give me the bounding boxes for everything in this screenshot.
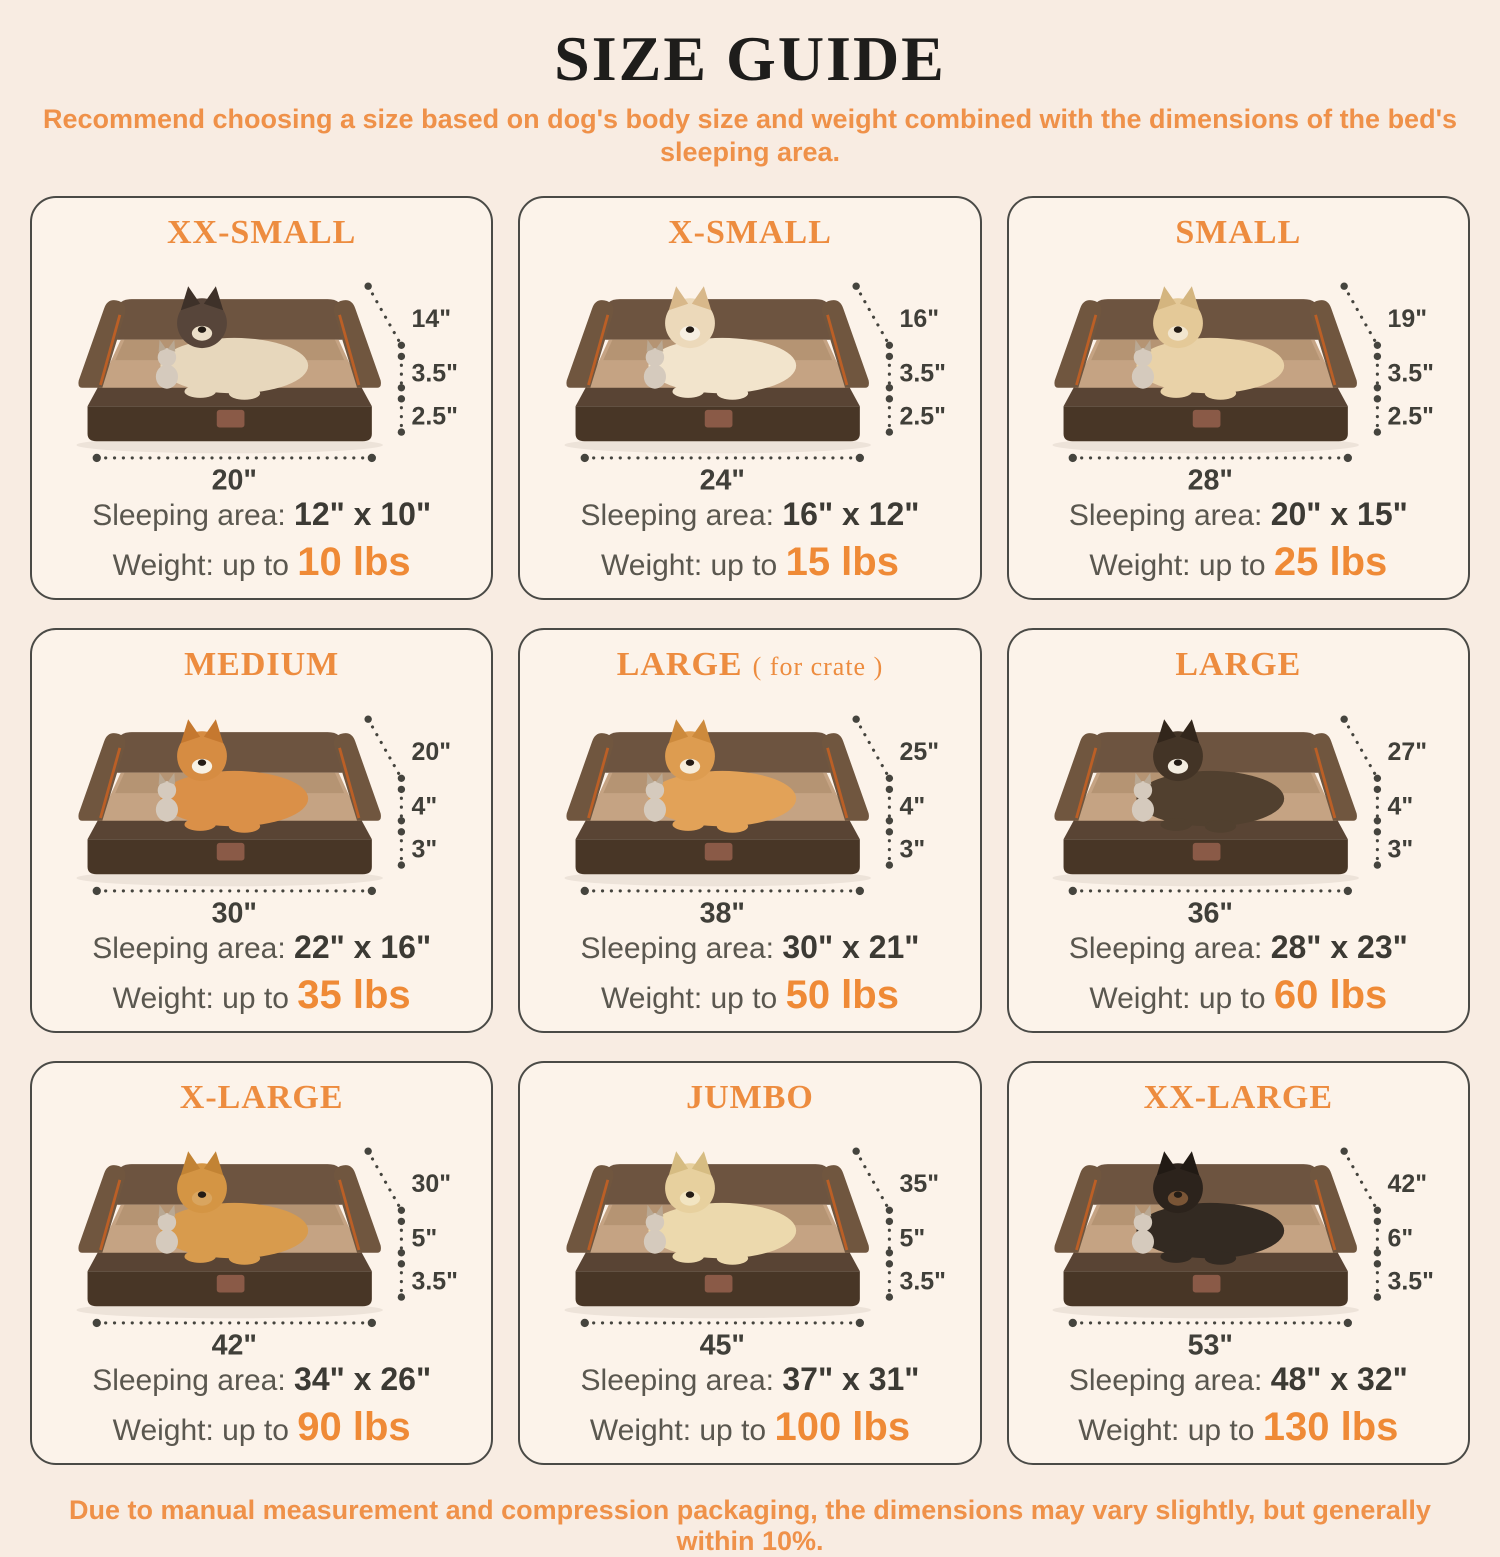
dim-base-height: 3"	[899, 835, 926, 864]
dog-bed-image	[76, 719, 382, 886]
dim-length: 36"	[1187, 896, 1234, 926]
dim-base-height: 2.5"	[1387, 402, 1435, 431]
size-name-suffix: ( for crate )	[752, 652, 884, 682]
sleeping-area-line	[1015, 1360, 1462, 1399]
sleeping-area-label: Sleeping area:	[1068, 499, 1263, 533]
weight-label: Weight: up to	[601, 981, 778, 1015]
weight-value: 130 lbs	[1262, 1405, 1399, 1450]
sleeping-area-label: Sleeping area:	[1068, 1364, 1263, 1398]
brand-label	[1193, 410, 1221, 428]
weight-value: 25 lbs	[1273, 540, 1388, 585]
weight-value: 15 lbs	[785, 540, 899, 585]
page-footnote: Due to manual measurement and compression packaging, the dimensions may vary slightly, but generally within 10%.	[69, 1495, 1431, 1557]
dim-length: 45"	[699, 1329, 745, 1359]
brand-label	[705, 410, 733, 428]
dim-depth: 27"	[1387, 737, 1428, 766]
dim-bolster-height: 3.5"	[899, 359, 946, 388]
weight-value: 35 lbs	[297, 972, 411, 1017]
weight-line	[1015, 1403, 1462, 1451]
sleeping-area-value: 22" x 16"	[294, 928, 432, 965]
weight-line	[38, 971, 485, 1019]
weight-line	[38, 538, 485, 586]
size-name-text: JUMBO	[686, 1078, 814, 1116]
sleeping-area-value: 37" x 31"	[782, 1361, 920, 1398]
dim-bolster-height: 6"	[1387, 1224, 1414, 1253]
size-name	[1015, 214, 1462, 251]
dim-base-height: 2.5"	[411, 402, 458, 431]
dog-bed-image	[1053, 1151, 1359, 1318]
weight-value: 90 lbs	[297, 1405, 411, 1450]
dim-bolster-height: 5"	[899, 1224, 926, 1253]
dim-base-height: 3"	[1387, 835, 1414, 864]
size-name-text: X-SMALL	[668, 213, 832, 251]
sleeping-area-line	[1015, 495, 1462, 534]
dim-length: 28"	[1187, 464, 1234, 494]
dog-bed-image	[1053, 719, 1359, 886]
weight-label: Weight: up to	[601, 549, 778, 583]
dim-base-height: 3.5"	[411, 1267, 458, 1296]
bed-illustration	[53, 1118, 471, 1358]
dim-depth: 14"	[411, 305, 451, 334]
sleeping-area-line	[526, 1360, 973, 1399]
dim-length: 38"	[699, 896, 745, 926]
bed-illustration	[541, 253, 959, 493]
brand-label	[705, 843, 733, 861]
sleeping-area-label: Sleeping area:	[92, 1364, 286, 1398]
size-name-text: LARGE	[1175, 646, 1302, 684]
sleeping-area-label: Sleeping area:	[1068, 931, 1263, 965]
sleeping-area-value: 16" x 12"	[782, 496, 920, 533]
weight-value: 50 lbs	[785, 972, 899, 1017]
size-name	[38, 646, 485, 683]
bed-illustration	[541, 1118, 959, 1358]
dim-length: 30"	[211, 896, 257, 926]
brand-label	[216, 410, 244, 428]
dim-bolster-height: 3.5"	[411, 359, 458, 388]
bed-illustration	[53, 686, 471, 926]
sleeping-area-line	[1015, 928, 1462, 967]
brand-label	[1193, 843, 1221, 861]
size-name-text: XX-SMALL	[166, 213, 357, 251]
size-card	[30, 196, 493, 600]
sleeping-area-line	[38, 495, 485, 534]
dim-depth: 35"	[899, 1169, 940, 1198]
bed-illustration	[1029, 253, 1447, 493]
dim-base-height: 2.5"	[899, 402, 946, 431]
sleeping-area-value: 12" x 10"	[294, 496, 432, 533]
weight-label: Weight: up to	[112, 981, 289, 1015]
weight-line	[38, 1403, 485, 1451]
size-card	[518, 196, 981, 600]
bed-illustration	[1029, 686, 1447, 926]
weight-line	[526, 538, 973, 586]
dim-base-height: 3"	[411, 835, 437, 864]
sleeping-area-label: Sleeping area:	[580, 499, 774, 533]
sleeping-area-value: 34" x 26"	[294, 1361, 432, 1398]
size-card	[1007, 1061, 1470, 1465]
page-title: SIZE GUIDE	[554, 23, 946, 94]
dim-base-height: 3.5"	[899, 1267, 946, 1296]
brand-label	[1193, 1275, 1221, 1293]
weight-label: Weight: up to	[112, 1414, 289, 1448]
size-name	[526, 646, 973, 683]
size-name-text: XX-LARGE	[1143, 1078, 1333, 1116]
size-name	[1015, 646, 1462, 683]
dim-bolster-height: 4"	[1387, 791, 1414, 820]
size-name	[38, 214, 485, 251]
dog-bed-image	[564, 287, 870, 454]
size-card	[1007, 196, 1470, 600]
size-grid	[30, 196, 1470, 1465]
size-name-text: MEDIUM	[184, 646, 340, 684]
size-name-text: X-LARGE	[179, 1078, 344, 1116]
sleeping-area-label: Sleeping area:	[580, 931, 774, 965]
dim-length: 20"	[211, 464, 257, 494]
weight-value: 100 lbs	[774, 1405, 911, 1450]
dim-depth: 19"	[1387, 305, 1428, 334]
dim-depth: 16"	[899, 305, 940, 334]
sleeping-area-label: Sleeping area:	[580, 1364, 774, 1398]
size-name	[526, 1079, 973, 1116]
brand-label	[216, 843, 244, 861]
size-name-text: LARGE	[616, 646, 743, 684]
dim-bolster-height: 4"	[411, 791, 437, 820]
dog-bed-image	[76, 287, 382, 454]
dim-length: 53"	[1187, 1329, 1234, 1359]
weight-label: Weight: up to	[1089, 981, 1266, 1015]
bed-illustration	[1029, 1118, 1447, 1358]
weight-line	[1015, 971, 1462, 1019]
bed-illustration	[541, 686, 959, 926]
weight-line	[526, 971, 973, 1019]
dim-depth: 42"	[1387, 1169, 1428, 1198]
dog-bed-image	[1053, 287, 1359, 454]
size-card	[1007, 628, 1470, 1032]
size-card	[518, 1061, 981, 1465]
sleeping-area-value: 20" x 15"	[1270, 496, 1408, 533]
weight-line	[1015, 538, 1462, 586]
size-card	[518, 628, 981, 1032]
size-name-text: SMALL	[1175, 213, 1302, 251]
dim-base-height: 3.5"	[1387, 1267, 1435, 1296]
weight-label: Weight: up to	[1078, 1414, 1255, 1448]
brand-label	[705, 1275, 733, 1293]
sleeping-area-value: 28" x 23"	[1270, 928, 1408, 965]
dim-length: 24"	[699, 464, 745, 494]
bed-illustration	[53, 253, 471, 493]
weight-label: Weight: up to	[1089, 549, 1266, 583]
sleeping-area-label: Sleeping area:	[92, 931, 286, 965]
size-name	[526, 214, 973, 251]
dim-depth: 25"	[899, 737, 940, 766]
weight-label: Weight: up to	[112, 549, 289, 583]
size-card	[30, 628, 493, 1032]
sleeping-area-value: 30" x 21"	[782, 928, 920, 965]
weight-value: 60 lbs	[1273, 972, 1388, 1017]
brand-label	[216, 1275, 244, 1293]
size-name	[1015, 1079, 1462, 1116]
sleeping-area-line	[38, 928, 485, 967]
weight-value: 10 lbs	[297, 540, 411, 585]
dim-depth: 20"	[411, 737, 451, 766]
dog-bed-image	[76, 1151, 382, 1318]
dim-bolster-height: 4"	[899, 791, 926, 820]
dim-length: 42"	[211, 1329, 257, 1359]
dim-depth: 30"	[411, 1169, 451, 1198]
sleeping-area-label: Sleeping area:	[92, 499, 286, 533]
sleeping-area-line	[526, 928, 973, 967]
weight-label: Weight: up to	[589, 1414, 767, 1448]
sleeping-area-value: 48" x 32"	[1270, 1361, 1408, 1398]
size-card	[30, 1061, 493, 1465]
sleeping-area-line	[38, 1360, 485, 1399]
dog-bed-image	[564, 719, 870, 886]
sleeping-area-line	[526, 495, 973, 534]
weight-line	[526, 1403, 973, 1451]
page-subtitle: Recommend choosing a size based on dog's body size and weight combined with the dimensions of the bed's sleeping area.	[42, 104, 1458, 167]
dim-bolster-height: 5"	[411, 1224, 437, 1253]
dog-bed-image	[564, 1151, 870, 1318]
dim-bolster-height: 3.5"	[1387, 359, 1435, 388]
size-name	[38, 1079, 485, 1116]
